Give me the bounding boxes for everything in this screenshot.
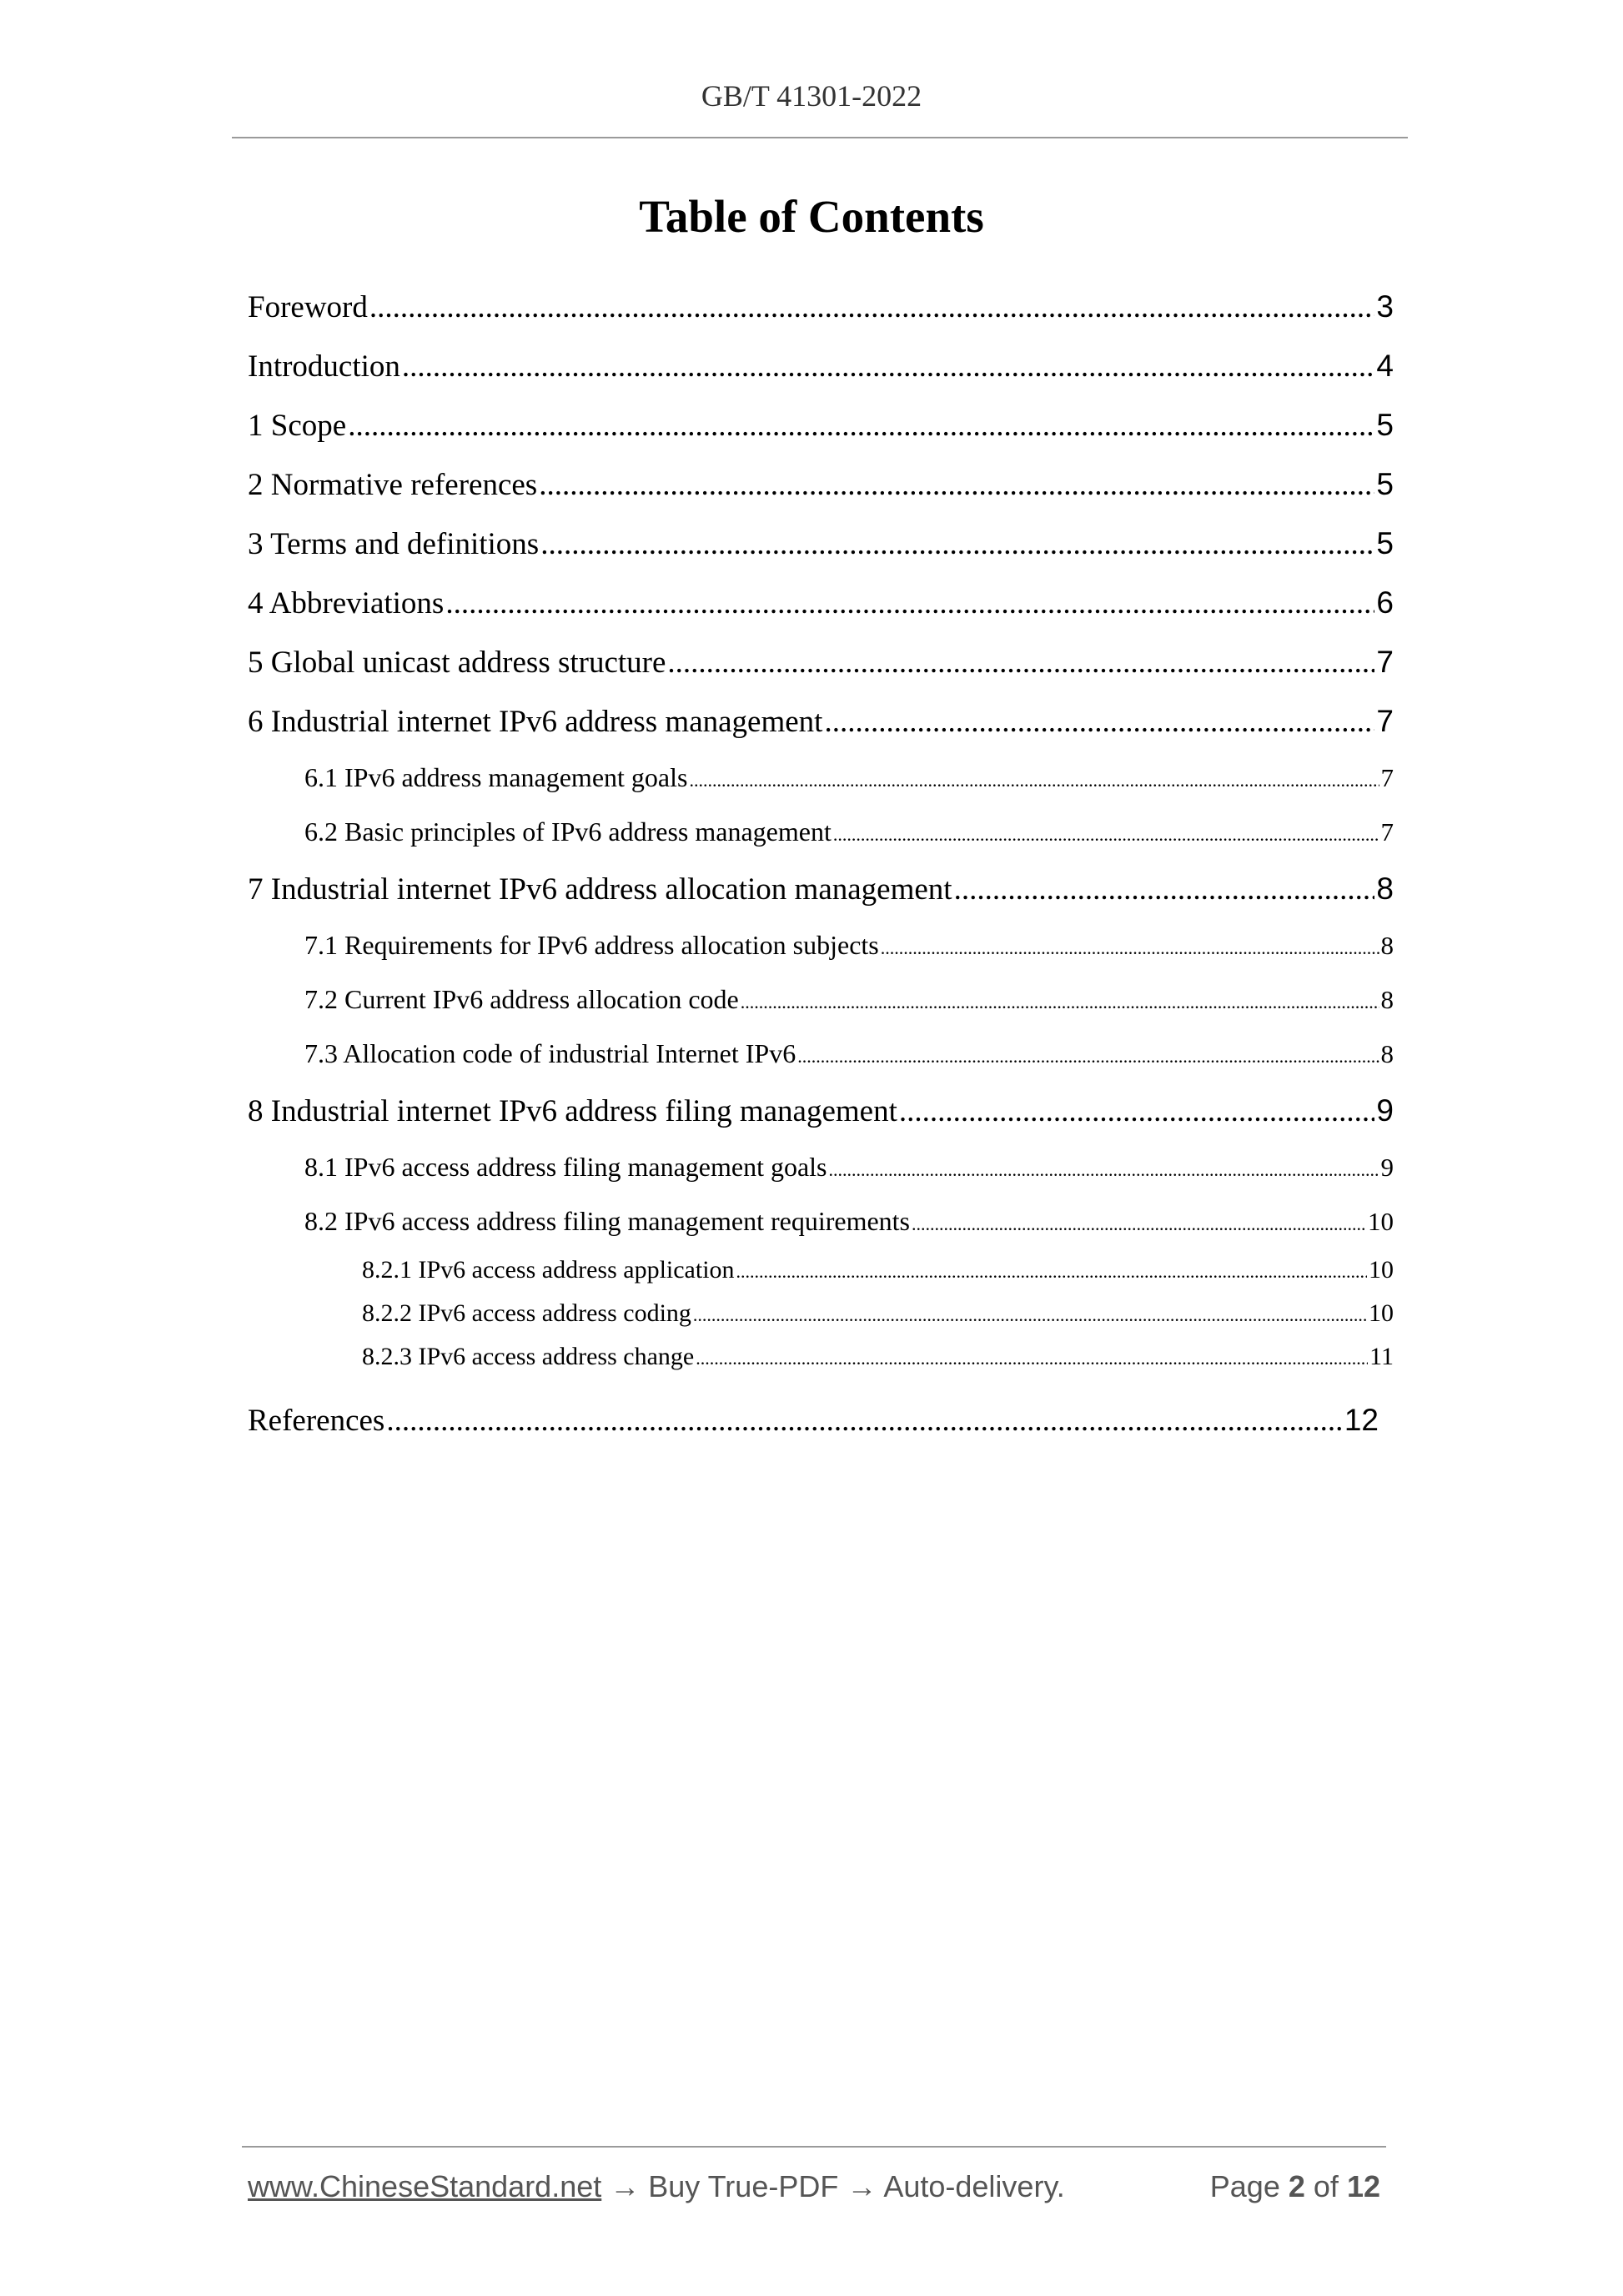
toc-entry-section-7-1[interactable] [248,918,1394,972]
toc-entry-label: 6.2 Basic principles of IPv6 address management [304,816,832,847]
toc-entry-page-number: 10 [1369,1256,1394,1284]
dot-leader [954,860,1375,918]
toc-entry-page-number: 9 [1376,1093,1394,1128]
toc-entry-normative-references[interactable] [248,455,1394,514]
toc-entry-abbreviations[interactable] [248,573,1394,632]
page-indicator [1210,2169,1380,2204]
footer-divider [242,2146,1386,2148]
website-link[interactable]: www.ChineseStandard.net [248,2169,602,2203]
toc-entry-section-6-2[interactable] [248,805,1394,859]
footer-left [248,2169,1065,2204]
dot-leader [829,1143,1379,1194]
toc-entry-section-8-2-3[interactable] [248,1335,1394,1379]
page-footer [248,2166,1380,2208]
page-label: Page [1209,2169,1280,2203]
toc-entry-page-number: 10 [1369,1299,1394,1327]
toc-entry-terms-and-definitions[interactable] [248,514,1394,573]
toc-entry-section-7[interactable] [248,859,1394,918]
toc-entry-label: 5 Global unicast address structure [248,646,666,680]
toc-entry-page-number: 3 [1376,289,1394,324]
toc-entry-section-6-1[interactable] [248,751,1394,805]
toc-entry-page-number: 5 [1376,408,1394,442]
toc-entry-label: Foreword [248,290,368,324]
dot-leader [833,807,1379,859]
table-of-contents [248,277,1394,1449]
dot-leader [797,1029,1379,1081]
header-divider [232,137,1408,138]
toc-entry-page-number: 12 [1344,1403,1379,1437]
dot-leader [741,975,1379,1027]
toc-entry-page-number: 8 [1380,1039,1394,1068]
dot-leader [667,633,1374,691]
dot-leader [445,574,1374,632]
toc-entry-page-number: 4 [1376,349,1394,383]
toc-entry-label: 7 Industrial internet IPv6 address allocation management [248,872,952,907]
toc-entry-section-6[interactable] [248,691,1394,751]
toc-entry-references[interactable] [248,1390,1379,1449]
toc-entry-label: 8.1 IPv6 access address filing management goals [304,1152,827,1182]
toc-entry-section-7-2[interactable] [248,972,1394,1027]
toc-entry-label: References [248,1404,385,1438]
toc-entry-label: 2 Normative references [248,468,538,502]
toc-entry-introduction[interactable] [248,336,1394,395]
current-page-number: 2 [1288,2169,1305,2203]
dot-leader [540,515,1374,573]
toc-entry-label: 7.1 Requirements for IPv6 address allocation subjects [304,930,879,960]
toc-entry-page-number: 7 [1380,763,1394,792]
toc-entry-label: 8.2.1 IPv6 access address application [362,1256,735,1284]
toc-entry-scope[interactable] [248,395,1394,455]
toc-entry-label: 4 Abbreviations [248,586,445,620]
dot-leader [881,921,1379,972]
toc-entry-section-8-1[interactable] [248,1140,1394,1194]
dot-leader [539,455,1374,514]
document-header-code: GB/T 41301-2022 [701,79,922,113]
toc-entry-page-number: 7 [1376,704,1394,738]
toc-entry-page-number: 6 [1376,585,1394,620]
toc-entry-page-number: 8 [1380,985,1394,1014]
dot-leader [402,337,1375,395]
toc-entry-label: 8.2 IPv6 access address filing management requirements [304,1206,910,1236]
toc-entry-label: 8 Industrial internet IPv6 address filing management [248,1094,897,1128]
dot-leader [369,278,1375,336]
dot-leader [386,1391,1343,1449]
toc-entry-foreword[interactable] [248,277,1394,336]
of-label: of [1313,2169,1339,2203]
toc-entry-global-unicast-address-structure[interactable] [248,632,1394,691]
toc-entry-page-number: 7 [1376,645,1394,679]
dot-leader [689,753,1379,805]
toc-title: Table of Contents [639,191,984,242]
toc-entry-section-8-2-2[interactable] [248,1292,1394,1335]
toc-entry-page-number: 5 [1376,526,1394,560]
toc-entry-page-number: 10 [1368,1207,1394,1236]
toc-entry-label: 6.1 IPv6 address management goals [304,762,688,792]
dot-leader [736,1250,1367,1292]
toc-entry-section-8[interactable] [248,1081,1394,1140]
toc-entry-page-number: 11 [1369,1343,1394,1370]
toc-entry-section-8-2-1[interactable] [248,1248,1394,1292]
toc-entry-section-8-2[interactable] [248,1194,1394,1248]
toc-entry-section-7-3[interactable] [248,1027,1394,1081]
toc-entry-page-number: 5 [1376,467,1394,501]
toc-entry-label: 3 Terms and definitions [248,527,540,561]
toc-entry-page-number: 9 [1380,1153,1394,1182]
promo-text: → Buy True-PDF → Auto-delivery. [610,2169,1065,2203]
dot-leader [693,1294,1367,1335]
toc-entry-label: 8.2.3 IPv6 access address change [362,1343,695,1370]
toc-entry-page-number: 7 [1380,817,1394,847]
toc-entry-label: 6 Industrial internet IPv6 address management [248,705,823,739]
toc-entry-label: Introduction [248,349,400,384]
toc-entry-page-number: 8 [1376,872,1394,906]
toc-entry-label: 7.3 Allocation code of industrial Internet IPv6 [304,1038,796,1068]
dot-leader [899,1082,1375,1140]
toc-entry-label: 1 Scope [248,409,347,443]
dot-leader [824,692,1374,751]
dot-leader [348,396,1374,455]
toc-entry-label: 7.2 Current IPv6 address allocation code [304,984,739,1014]
toc-entry-label: 8.2.2 IPv6 access address coding [362,1299,691,1327]
total-pages-number: 12 [1346,2169,1380,2203]
dot-leader [912,1197,1366,1248]
toc-spacer [248,1379,1394,1390]
toc-entry-page-number: 8 [1380,931,1394,960]
dot-leader [696,1337,1368,1379]
